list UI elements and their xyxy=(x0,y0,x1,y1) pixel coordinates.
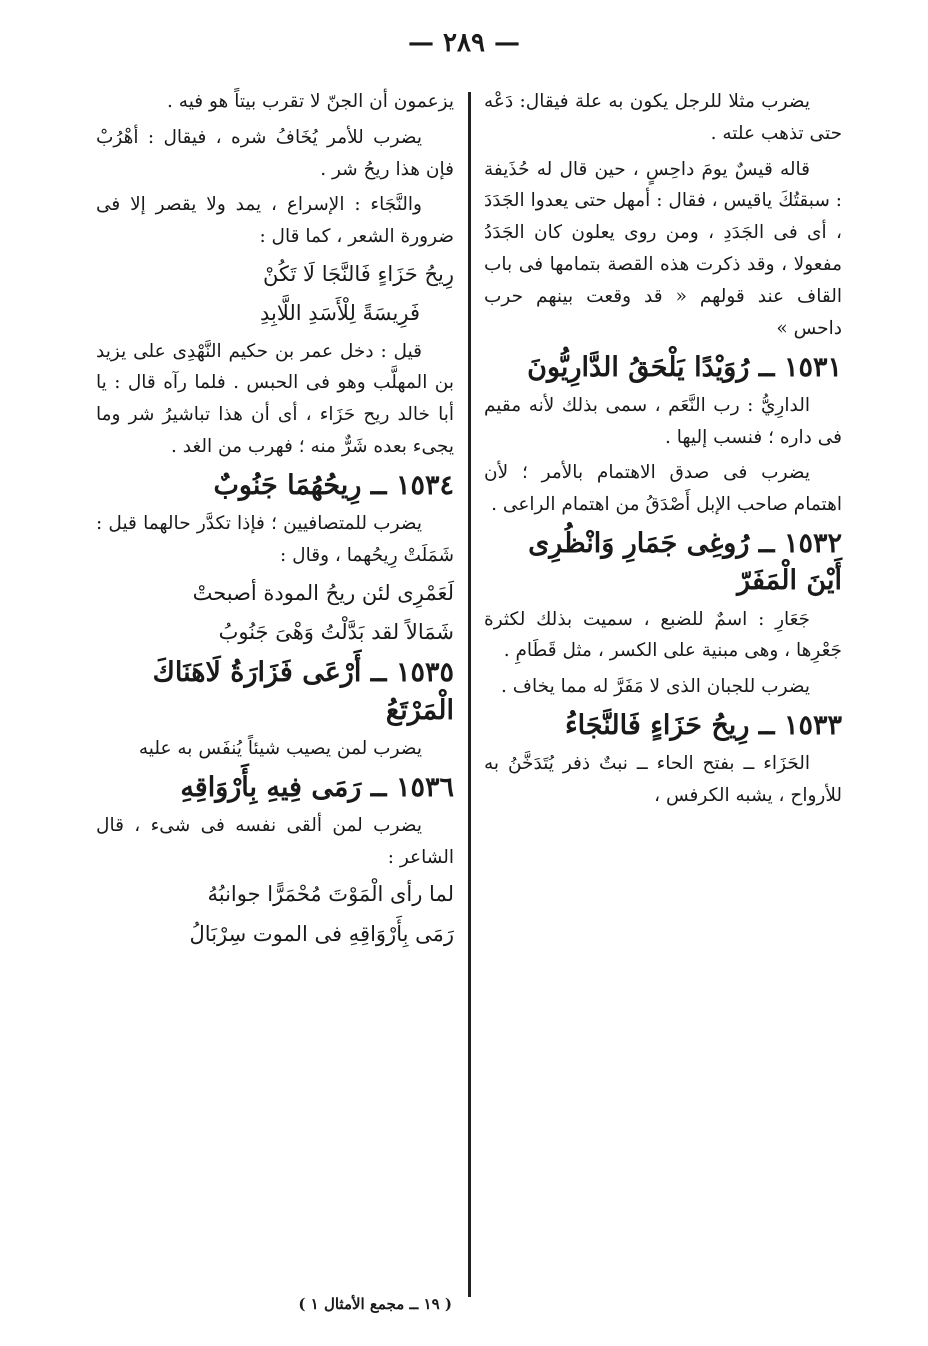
page-number: — ٢٨٩ — xyxy=(407,28,521,58)
verse-line: فَرِيسَةً لِلْأَسَدِ اللَّابِدِ xyxy=(260,301,420,326)
text-paragraph: جَعَارِ : اسمٌ للضبع ، سميت بذلك لكثرة جَعْرِها ، وهى مبنية على الكسر ، مثل قَطَامِ . xyxy=(484,608,842,662)
text-paragraph: يضرب لمن ألقى نفسه فى شىء ، قال الشاعر : xyxy=(96,814,454,868)
text-paragraph: يزعمون أن الجنّ لا تقرب بيتاً هو فيه . xyxy=(167,91,454,112)
entry-heading: ١٥٣٦ ــ رَمَى فِيهِ بِأَرْوَاقِهِ xyxy=(180,771,454,803)
text-paragraph: يضرب للأمر يُخَافُ شره ، فيقال : أهْرُبْ فإن هذا ريحُ شر . xyxy=(96,126,454,180)
text-paragraph: يضرب لمن يصيب شيئاً يُنفَس به عليه xyxy=(138,737,422,759)
page-footer: ( ١٩ ــ مجمع الأمثال ١ ) xyxy=(298,1295,452,1313)
verse-line: لما رأى الْمَوْتَ مُحْمَرًّا جوانبُهُ xyxy=(207,882,454,907)
verse-line: رِيحُ حَزَاءٍ فَالنَّجَا لَا تَكُنْ xyxy=(262,262,454,287)
entry-heading: ١٥٣٣ ــ رِيحُ حَزَاءٍ فَالنَّجَاءُ xyxy=(564,709,842,741)
text-paragraph: يضرب مثلا للرجل يكون به علة فيقال: دَعْه حتى تذهب علته . xyxy=(484,91,842,144)
right-column xyxy=(484,86,842,816)
entry-heading: ١٥٣٤ ــ رِيحُهُمَا جَنُوبٌ xyxy=(213,469,454,501)
text-paragraph: والنَّجَاء : الإسراع ، يمد ولا يقصر إلا فى ضرورة الشعر ، كما قال : xyxy=(96,194,454,248)
column-divider xyxy=(468,92,471,1297)
verse-line: لَعَمْرِى لئن ريحُ المودة أصبحتْ xyxy=(192,580,454,605)
entry-heading: ١٥٣٥ ــ أَرْعَى فَزَارَةُ لَاهَنَاكَ الْمَرْتَعُ xyxy=(152,657,454,726)
verse-line: شَمَالاً لقد بَدَّلْتُ وَهْىَ جَنُوبُ xyxy=(218,619,454,644)
text-paragraph: قيل : دخل عمر بن حكيم النَّهْدِى على يزيد بن المهلَّب وهو فى الحبس . فلما رآه قال : يا أبا خالد ريح حَزَاء ، أى أن هذا تباشيرُ شر وما يجىء بعده شَرٌّ منه ؛ فهرب من الغد . xyxy=(96,340,454,458)
verse-line: رَمَى بِأَرْوَاقِهِ فى الموت سِرْبَالُ xyxy=(189,921,454,946)
text-paragraph: يضرب للجبان الذى لا مَفَرَّ له مما يخاف . xyxy=(501,676,810,698)
entry-heading: ١٥٣٢ ــ رُوغِى جَمَارِ وَانْظُرِى أَيْنَ الْمَفَرّ xyxy=(528,528,842,597)
text-paragraph: الدارِيُّ : رب النَّعَم ، سمى بذلك لأنه مقيم فى داره ؛ فنسب إليها . xyxy=(484,394,842,448)
entry-heading: ١٥٣١ ــ رُوَيْدًا يَلْحَقُ الدَّارِيُّونَ xyxy=(527,351,842,383)
text-paragraph: يضرب فى صدق الاهتمام بالأمر ؛ لأن اهتمام صاحب الإبل أَصْدَقُ من اهتمام الراعى . xyxy=(484,462,842,516)
left-column xyxy=(96,86,454,956)
text-paragraph: قاله قيسٌ يومَ داحِسٍ ، حين قال له حُذَيفة : سبقتُكَ ياقيس ، فقال : أمهل حتى يعدوا الجَدَدَ ، أى فى الجَدَدِ ، ومن روى يعلون كان الجَدَدُ مفعولا ، وقد ذكرت هذه القصة بتمامها فى باب القاف عند قولهم « قد وقعت بينهم حرب داحس » xyxy=(484,158,842,339)
text-paragraph: الحَزَاء ــ بفتح الحاء ــ نبتٌ ذفر يُتَدَخَّنُ به للأرواح ، يشبه الكرفس ، xyxy=(484,753,842,806)
text-paragraph: يضرب للمتصافيين ؛ فإذا تكدَّر حالهما قيل : شَمَلَتْ رِيحُهما ، وقال : xyxy=(96,513,454,566)
